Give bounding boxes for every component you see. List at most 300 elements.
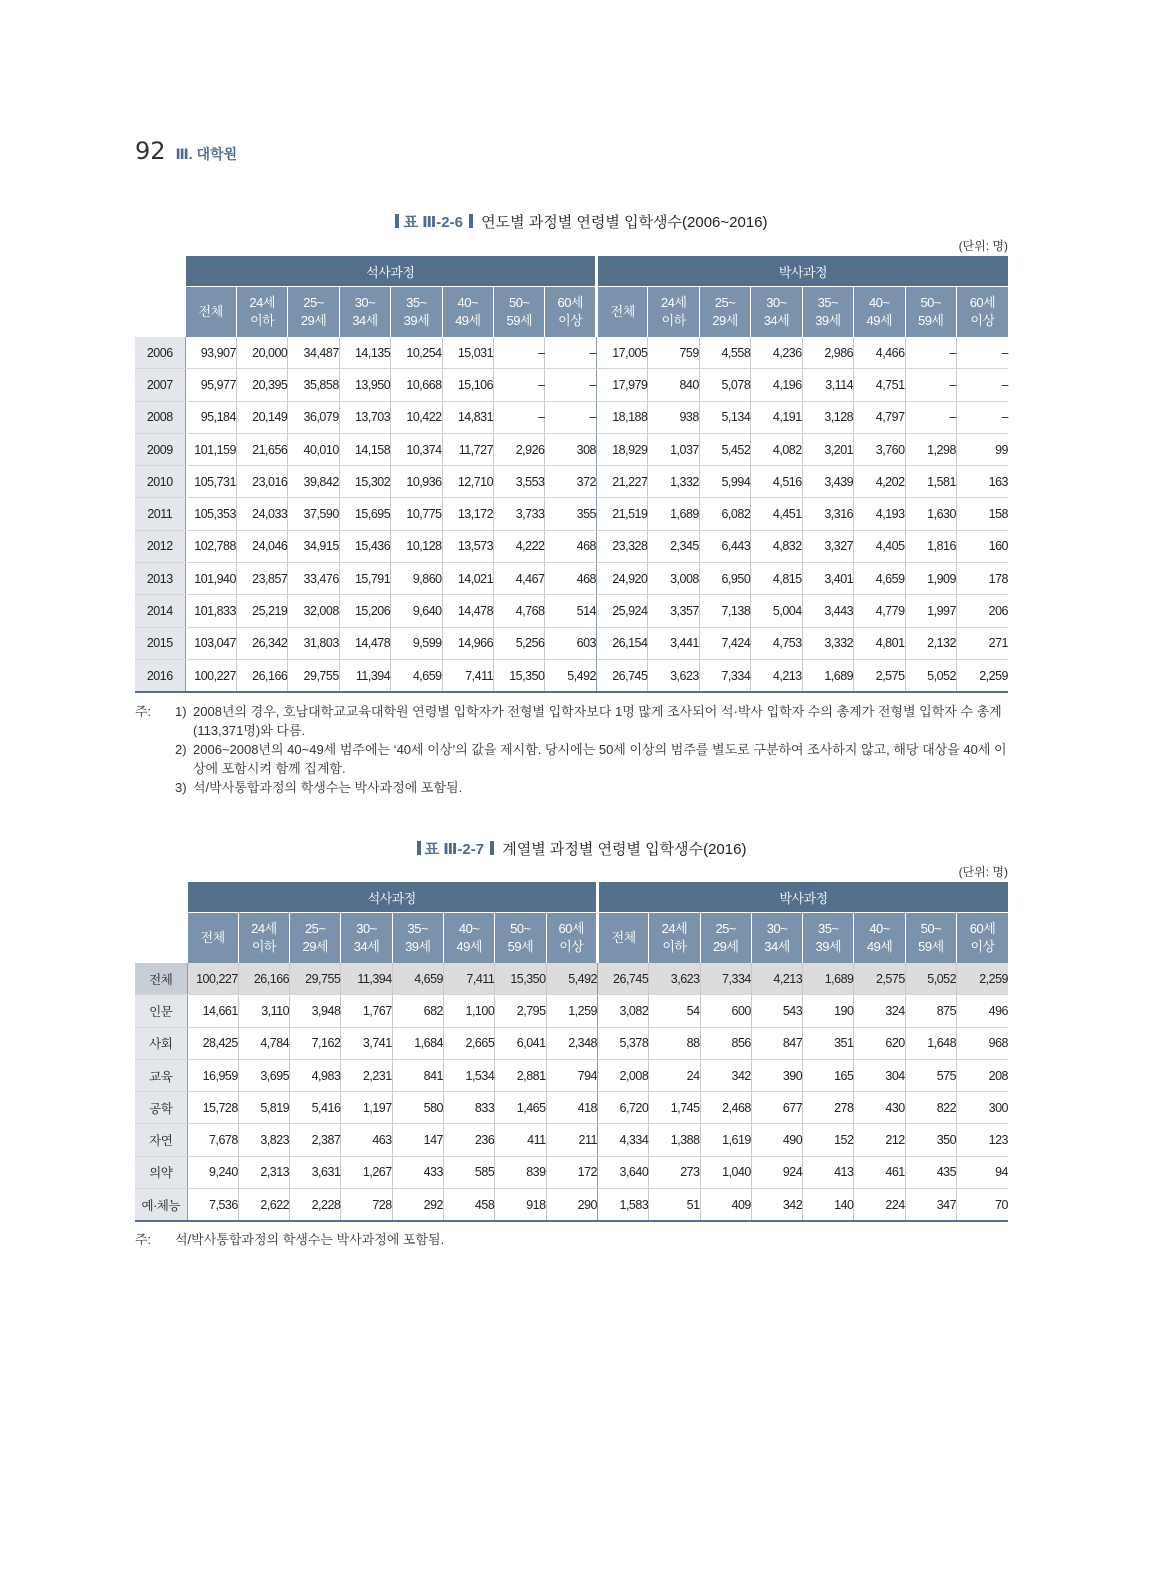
table-cell: 1,534 [443, 1059, 494, 1091]
table-cell: 14,158 [339, 433, 390, 465]
table-cell: 1,767 [341, 995, 392, 1027]
table-cell: 29,755 [288, 659, 339, 692]
table-cell: 178 [956, 563, 1008, 595]
table-cell: 435 [905, 1156, 956, 1188]
table-cell: 1,619 [700, 1124, 751, 1156]
table-cell: 11,394 [341, 963, 392, 995]
table-cell: 5,452 [699, 433, 750, 465]
table-cell: – [956, 401, 1008, 433]
table-cell: 4,082 [751, 433, 802, 465]
column-header-line: 이하 [251, 939, 276, 954]
table-cell: 342 [700, 1059, 751, 1091]
table-cell: 14,478 [442, 595, 493, 627]
table-cell: 190 [803, 995, 854, 1027]
table-cell: 7,138 [699, 595, 750, 627]
note-prefix [135, 740, 175, 778]
table-cell: 4,405 [854, 530, 905, 562]
column-header [339, 287, 390, 338]
column-header-line: 35~ [817, 295, 839, 310]
table-cell: 172 [546, 1156, 597, 1188]
table1-notes [135, 702, 1010, 797]
title-bar-mark [469, 214, 473, 228]
column-header-line: 전체 [198, 304, 223, 319]
table-cell: 3,110 [238, 995, 289, 1027]
table-row [135, 1059, 1008, 1091]
table-cell: 938 [648, 401, 699, 433]
table-cell: 4,784 [238, 1027, 289, 1059]
table-cell: 13,573 [442, 530, 493, 562]
table-cell: 212 [854, 1124, 905, 1156]
column-header [751, 913, 802, 964]
table-cell: 14,831 [442, 401, 493, 433]
table-cell: 102,788 [185, 530, 236, 562]
table-cell: 31,803 [288, 627, 339, 659]
note-item [135, 1230, 1010, 1249]
table-cell: 9,860 [391, 563, 442, 595]
table-cell: 3,760 [854, 433, 905, 465]
table-cell: 3,733 [494, 498, 545, 530]
table-cell: 105,353 [185, 498, 236, 530]
table-cell: 37,590 [288, 498, 339, 530]
table-cell: 7,411 [443, 963, 494, 995]
row-label: 예·체능 [135, 1189, 187, 1222]
table2-number: 표 Ⅲ-2-7 [424, 841, 485, 858]
table-cell: 7,334 [699, 659, 750, 692]
table-cell: 1,997 [905, 595, 956, 627]
table-cell: 10,374 [391, 433, 442, 465]
table-cell: 794 [546, 1059, 597, 1091]
table-row [135, 627, 1008, 659]
table-cell: 15,728 [187, 1092, 238, 1124]
table-cell: – [545, 369, 597, 401]
table-cell: 18,188 [597, 401, 648, 433]
table-cell: 12,710 [442, 466, 493, 498]
table-cell: 390 [751, 1059, 802, 1091]
row-label: 전체 [135, 963, 187, 995]
table-cell: 26,166 [238, 963, 289, 995]
column-header-line: 25~ [715, 921, 736, 936]
table-cell: 3,201 [802, 433, 853, 465]
column-header-line: 60세 [969, 295, 996, 310]
table-cell: 2,345 [648, 530, 699, 562]
table-cell: 1,816 [905, 530, 956, 562]
table-cell: 290 [546, 1189, 597, 1222]
column-header-line: 24세 [661, 921, 688, 936]
table-cell: 100,227 [187, 963, 238, 995]
table-cell: 103,047 [185, 627, 236, 659]
table-cell: 273 [649, 1156, 700, 1188]
column-header [546, 913, 597, 964]
column-header [185, 287, 236, 338]
table-cell: – [494, 401, 545, 433]
column-header-line: 60세 [557, 295, 583, 310]
table2-notes [135, 1230, 1010, 1249]
header-blank [135, 256, 185, 287]
table-cell: 95,977 [185, 369, 236, 401]
column-header [699, 287, 750, 338]
table-cell: 208 [957, 1059, 1008, 1091]
note-prefix: 주: [135, 1232, 152, 1247]
column-header [700, 913, 751, 964]
table-cell: 2,575 [854, 963, 905, 995]
table-cell: 10,668 [391, 369, 442, 401]
table-cell: 6,720 [597, 1092, 648, 1124]
table-row [135, 1189, 1008, 1222]
table-cell: 11,727 [442, 433, 493, 465]
table-cell: 101,833 [185, 595, 236, 627]
table-cell: 105,731 [185, 466, 236, 498]
column-header-line: 이하 [661, 313, 686, 328]
row-label: 자연 [135, 1124, 187, 1156]
row-label: 공학 [135, 1092, 187, 1124]
table-row [135, 433, 1008, 465]
column-header [803, 913, 854, 964]
table-cell: 51 [649, 1189, 700, 1222]
table-cell: 26,745 [597, 659, 648, 692]
table-cell: 304 [854, 1059, 905, 1091]
table-cell: 4,213 [751, 963, 802, 995]
table-cell: 165 [803, 1059, 854, 1091]
column-header-line: 50~ [920, 921, 942, 936]
table-cell: 822 [905, 1092, 956, 1124]
table-cell: 5,078 [699, 369, 750, 401]
table-cell: 9,640 [391, 595, 442, 627]
table-cell: 15,791 [339, 563, 390, 595]
table-cell: 1,583 [597, 1189, 648, 1222]
table-cell: 21,227 [597, 466, 648, 498]
note-number: 2) [175, 742, 187, 757]
table-cell: 1,909 [905, 563, 956, 595]
note-number: 1) [175, 704, 187, 719]
table-row [135, 595, 1008, 627]
table-cell: 418 [546, 1092, 597, 1124]
table-cell: 300 [957, 1092, 1008, 1124]
column-header-line: 34세 [763, 313, 790, 328]
table-cell: 5,256 [494, 627, 545, 659]
column-header-line: 이상 [559, 939, 584, 954]
column-header-line: 24세 [660, 295, 687, 310]
table-cell: 1,581 [905, 466, 956, 498]
header-blank [135, 913, 187, 964]
table-cell: 13,172 [442, 498, 493, 530]
table-cell: 4,815 [751, 563, 802, 595]
table-cell: 3,631 [290, 1156, 341, 1188]
table-cell: 3,327 [802, 530, 853, 562]
note-number: 3) [175, 780, 187, 795]
column-header-line: 35~ [407, 921, 429, 936]
table-cell: 856 [700, 1027, 751, 1059]
row-label: 2008 [135, 401, 185, 433]
table-cell: 54 [649, 995, 700, 1027]
table-cell: 355 [545, 498, 597, 530]
page-number: 92 [135, 137, 166, 165]
table-row [135, 1124, 1008, 1156]
table-cell: 5,994 [699, 466, 750, 498]
table-cell: 10,936 [391, 466, 442, 498]
table-cell: 1,684 [392, 1027, 443, 1059]
table-cell: 11,394 [339, 659, 390, 692]
column-header-line: 24세 [251, 921, 277, 936]
column-header-line: 29세 [712, 939, 739, 954]
table-cell: 25,219 [236, 595, 287, 627]
table-cell: 13,950 [339, 369, 390, 401]
column-header-line: 40~ [869, 295, 890, 310]
column-header-line: 이하 [662, 939, 687, 954]
header-blank [135, 882, 187, 913]
table-cell: 3,332 [802, 627, 853, 659]
table-cell: 1,630 [905, 498, 956, 530]
table-cell: 5,052 [905, 659, 956, 692]
table-cell: 411 [495, 1124, 546, 1156]
table-cell: 34,915 [288, 530, 339, 562]
table-cell: 4,801 [854, 627, 905, 659]
table-cell: 839 [495, 1156, 546, 1188]
table-cell: 875 [905, 995, 956, 1027]
table-cell: 3,695 [238, 1059, 289, 1091]
table-cell: 4,659 [854, 563, 905, 595]
table-cell: – [494, 337, 545, 369]
table-cell: 224 [854, 1189, 905, 1222]
table-row [135, 369, 1008, 401]
table-cell: 14,021 [442, 563, 493, 595]
table-cell: 433 [392, 1156, 443, 1188]
table-cell: 490 [751, 1124, 802, 1156]
table-cell: 7,334 [700, 963, 751, 995]
table1-unit: (단위: 명) [958, 239, 1008, 253]
table-cell: 847 [751, 1027, 802, 1059]
table-cell: 4,193 [854, 498, 905, 530]
table-cell: 496 [957, 995, 1008, 1027]
table-row [135, 337, 1008, 369]
table-cell: 4,832 [751, 530, 802, 562]
table-cell: 4,659 [392, 963, 443, 995]
note-item [135, 778, 1010, 797]
table-cell: 2,231 [341, 1059, 392, 1091]
table-cell: 4,451 [751, 498, 802, 530]
column-header-line: 39세 [403, 313, 430, 328]
table-cell: 15,206 [339, 595, 390, 627]
table-cell: 1,037 [648, 433, 699, 465]
table-cell: 4,213 [751, 659, 802, 692]
table-cell: 35,858 [288, 369, 339, 401]
table-cell: 20,000 [236, 337, 287, 369]
column-header-line: 29세 [302, 939, 328, 954]
table-cell: 3,128 [802, 401, 853, 433]
column-header-line: 49세 [866, 313, 893, 328]
table-cell: 20,395 [236, 369, 287, 401]
table-cell: 1,259 [546, 995, 597, 1027]
column-header [187, 913, 238, 964]
table-cell: 3,316 [802, 498, 853, 530]
table-cell: 101,159 [185, 433, 236, 465]
table-cell: 2,228 [290, 1189, 341, 1222]
table-cell: – [905, 337, 956, 369]
table-cell: 1,100 [443, 995, 494, 1027]
table-cell: 211 [546, 1124, 597, 1156]
column-header-line: 60세 [558, 921, 585, 936]
row-label: 사회 [135, 1027, 187, 1059]
table-cell: 413 [803, 1156, 854, 1188]
column-header-line: 59세 [918, 939, 944, 954]
table-cell: 123 [957, 1124, 1008, 1156]
column-header [290, 913, 341, 964]
table-cell: 292 [392, 1189, 443, 1222]
table-cell: 1,298 [905, 433, 956, 465]
table-cell: 25,924 [597, 595, 648, 627]
table-cell: 10,254 [391, 337, 442, 369]
note-prefix [135, 778, 175, 797]
table-cell: 14,661 [187, 995, 238, 1027]
table-cell: 5,378 [597, 1027, 648, 1059]
column-header-line: 40~ [458, 921, 480, 936]
table-cell: 409 [700, 1189, 751, 1222]
table-cell: 15,436 [339, 530, 390, 562]
table-cell: 351 [803, 1027, 854, 1059]
table-cell: 840 [648, 369, 699, 401]
column-header [392, 913, 443, 964]
table2-caption: 계열별 과정별 연령별 입학생수(2016) [502, 841, 747, 858]
table-cell: – [956, 369, 1008, 401]
table-cell: 23,016 [236, 466, 287, 498]
table-cell: 7,678 [187, 1124, 238, 1156]
row-label: 2016 [135, 659, 185, 692]
row-label: 2011 [135, 498, 185, 530]
table-cell: 1,689 [648, 498, 699, 530]
title-bar-mark [417, 841, 421, 855]
chapter-title: Ⅲ. 대학원 [175, 146, 238, 162]
column-header [854, 287, 905, 338]
table-cell: 4,196 [751, 369, 802, 401]
table1-title [0, 211, 1159, 232]
table-cell: 7,411 [442, 659, 493, 692]
table-cell: 1,332 [648, 466, 699, 498]
table-cell: 2,259 [956, 659, 1008, 692]
table-cell: 6,082 [699, 498, 750, 530]
header-blank [135, 287, 185, 338]
table-cell: 3,082 [597, 995, 648, 1027]
table-cell: 28,425 [187, 1027, 238, 1059]
table-row [135, 1156, 1008, 1188]
table-cell: 543 [751, 995, 802, 1027]
column-header-line: 34세 [352, 313, 378, 328]
table-cell: 2,986 [802, 337, 853, 369]
column-header-line: 25~ [714, 295, 736, 310]
table-cell: 461 [854, 1156, 905, 1188]
table-cell: 2,575 [854, 659, 905, 692]
column-header [751, 287, 802, 338]
row-label: 인문 [135, 995, 187, 1027]
row-label: 2010 [135, 466, 185, 498]
title-bar-mark [490, 841, 494, 855]
table-cell: 21,519 [597, 498, 648, 530]
column-header-line: 59세 [507, 939, 534, 954]
table-cell: 99 [956, 433, 1008, 465]
table-cell: – [956, 337, 1008, 369]
table-cell: 14,478 [339, 627, 390, 659]
table-cell: – [905, 369, 956, 401]
column-header [597, 287, 648, 338]
table-cell: 6,950 [699, 563, 750, 595]
table-cell: 152 [803, 1124, 854, 1156]
table-cell: 21,656 [236, 433, 287, 465]
column-header-line: 25~ [303, 295, 324, 310]
page-header [135, 137, 237, 165]
column-header-line: 50~ [920, 295, 942, 310]
table-cell: 14,966 [442, 627, 493, 659]
table-cell: 32,008 [288, 595, 339, 627]
column-header-line: 34세 [353, 939, 380, 954]
table-cell: 5,004 [751, 595, 802, 627]
column-header [238, 913, 289, 964]
table-cell: 3,008 [648, 563, 699, 595]
table-cell: 3,623 [648, 659, 699, 692]
table-cell: 206 [956, 595, 1008, 627]
table-cell: 3,553 [494, 466, 545, 498]
table-cell: 160 [956, 530, 1008, 562]
column-header-line: 35~ [406, 295, 427, 310]
table-cell: 9,599 [391, 627, 442, 659]
column-header-line: 이상 [558, 313, 583, 328]
column-header-line: 39세 [815, 313, 841, 328]
column-header-line: 39세 [815, 939, 842, 954]
table-cell: 23,328 [597, 530, 648, 562]
table-cell: 3,439 [802, 466, 853, 498]
column-header [597, 913, 648, 964]
table-cell: 26,154 [597, 627, 648, 659]
table-cell: 15,106 [442, 369, 493, 401]
column-header-line: 59세 [917, 313, 944, 328]
table-cell: 4,222 [494, 530, 545, 562]
column-header-line: 이상 [970, 939, 995, 954]
table-cell: 4,659 [391, 659, 442, 692]
column-header-line: 24세 [249, 295, 275, 310]
table-cell: 100,227 [185, 659, 236, 692]
table-cell: 4,191 [751, 401, 802, 433]
table-cell: 2,622 [238, 1189, 289, 1222]
column-header [854, 913, 905, 964]
row-label: 2009 [135, 433, 185, 465]
group-header-doctoral: 박사과정 [597, 256, 1009, 287]
column-header-line: 전체 [200, 930, 225, 945]
table2-title [0, 838, 1159, 859]
table-cell: 4,516 [751, 466, 802, 498]
table-cell: 10,775 [391, 498, 442, 530]
column-header-line: 50~ [508, 295, 530, 310]
column-header-line: 25~ [304, 921, 326, 936]
column-header-line: 30~ [356, 921, 377, 936]
note-text: 2008년의 경우, 호남대학교교육대학원 연령별 입학자가 전형별 입학자보다 1명 많게 조사되어 석·박사 입학자 수의 총계가 전형별 입학자 수 총계(113,371명)와 다름. [193, 704, 1002, 738]
table-cell: 94 [957, 1156, 1008, 1188]
table-cell: 463 [341, 1124, 392, 1156]
table-cell: 24 [649, 1059, 700, 1091]
table-cell: 70 [957, 1189, 1008, 1222]
table-cell: 3,401 [802, 563, 853, 595]
table-cell: 1,040 [700, 1156, 751, 1188]
table-cell: 682 [392, 995, 443, 1027]
table-cell: 26,745 [597, 963, 648, 995]
column-header [236, 287, 287, 338]
table-cell: 2,387 [290, 1124, 341, 1156]
table-cell: 3,441 [648, 627, 699, 659]
column-header-line: 60세 [969, 921, 996, 936]
group-header-masters: 석사과정 [185, 256, 596, 287]
table1-number: 표 Ⅲ-2-6 [403, 214, 463, 231]
table-cell: 2,008 [597, 1059, 648, 1091]
table-cell: 15,031 [442, 337, 493, 369]
note-text: 석/박사통합과정의 학생수는 박사과정에 포함됨. [193, 780, 463, 795]
title-bar-mark [395, 214, 399, 228]
table-row [135, 530, 1008, 562]
